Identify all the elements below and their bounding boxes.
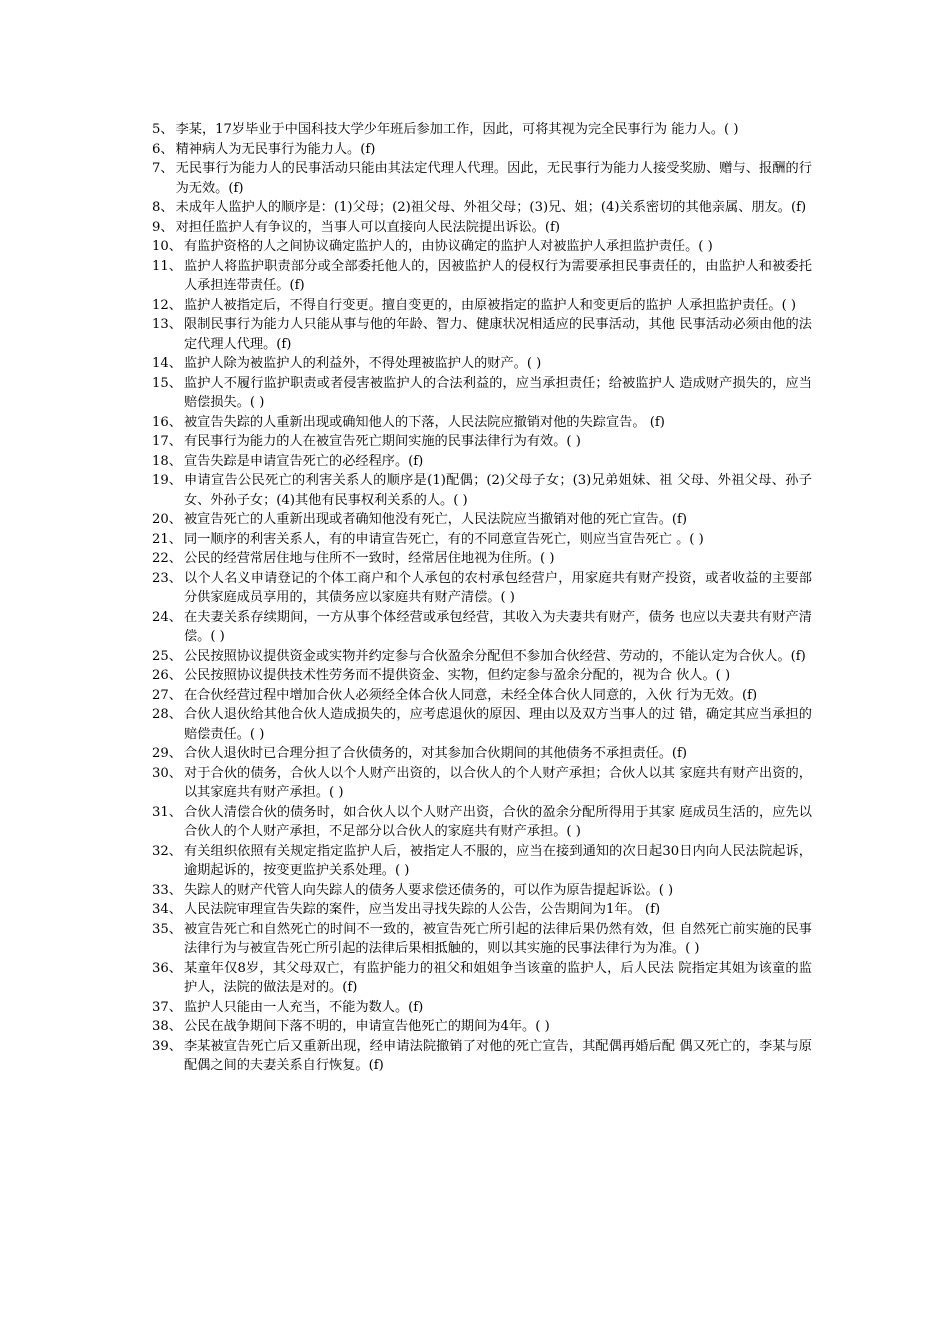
question-item — [152, 900, 812, 920]
question-item — [152, 705, 812, 744]
question-item — [152, 608, 812, 647]
question-text: 在夫妻关系存续期间，一方从事个体经营或承包经营，其收入为夫妻共有财产，债务 也应以夫妻共有财产清偿。( ) — [183, 609, 812, 644]
question-text: 监护人不履行监护职责或者侵害被监护人的合法利益的，应当承担责任；给被监护人 造成财产损失的，应当赔偿损失。( ) — [183, 375, 812, 410]
question-item — [152, 686, 812, 706]
question-number: 34、 — [152, 902, 182, 917]
question-item — [152, 315, 812, 354]
question-number: 23、 — [152, 570, 182, 586]
question-item — [152, 159, 812, 198]
question-number: 36、 — [152, 960, 182, 976]
question-item — [152, 471, 812, 510]
question-number: 6、 — [152, 141, 174, 157]
question-number: 15、 — [152, 375, 182, 391]
question-text: 被宣告死亡的人重新出现或者确知他没有死亡，人民法院应当撤销对他的死亡宣告。(f) — [183, 512, 688, 527]
question-number: 31、 — [152, 804, 182, 820]
question-text: 精神病人为无民事行为能力人。(f) — [175, 141, 376, 157]
question-item — [152, 881, 812, 901]
question-text: 人民法院审理宣告失踪的案件，应当发出寻找失踪的人公告，公告期间为1年。 (f) — [183, 902, 661, 917]
question-item — [152, 1017, 812, 1037]
question-number: 35、 — [152, 921, 182, 937]
question-item — [152, 959, 812, 998]
question-item — [152, 237, 812, 257]
question-number: 26、 — [152, 668, 182, 683]
question-item — [152, 744, 812, 764]
question-text: 有民事行为能力的人在被宣告死亡期间实施的民事法律行为有效。( ) — [183, 434, 581, 449]
question-text: 对担任监护人有争议的，当事人可以直接向人民法院提出诉讼。(f) — [175, 219, 560, 235]
question-number: 33、 — [152, 882, 182, 898]
question-text: 公民的经营常居住地与住所不一致时，经常居住地视为住所。( ) — [183, 551, 555, 566]
question-item — [152, 218, 812, 238]
question-text: 合伙人退伙时已合理分担了合伙债务的，对其参加合伙期间的其他债务不承担责任。(f) — [183, 746, 688, 761]
question-text: 有监护资格的人之间协议确定监护人的，由协议确定的监护人对被监护人承担监护责任。( ) — [183, 239, 713, 254]
question-text: 未成年人监护人的顺序是：(1)父母；(2)祖父母、外祖父母；(3)兄、姐；(4)关系密切的其他亲属、朋友。(f) — [175, 200, 807, 215]
question-number: 39、 — [152, 1038, 182, 1054]
question-text: 监护人将监护职责部分或全部委托他人的，因被监护人的侵权行为需要承担民事责任的，由监护人和被委托人承担连带责任。(f) — [183, 258, 812, 293]
question-text: 申请宣告公民死亡的利害关系人的顺序是(1)配偶；(2)父母子女；(3)兄弟姐妹、祖 父母、外祖父母、孙子女、外孙子女；(4)其他有民事权利关系的人。( ) — [183, 473, 812, 508]
question-item — [152, 257, 812, 296]
question-item — [152, 530, 812, 550]
question-number: 22、 — [152, 551, 182, 566]
question-number: 20、 — [152, 512, 182, 527]
question-text: 被宣告死亡和自然死亡的时间不一致的，被宣告死亡所引起的法律后果仍然有效，但 自然死亡前实施的民事法律行为与被宣告死亡所引起的法律后果相抵触的，则以其实施的民事法律行为为准。( ) — [183, 921, 812, 956]
question-number: 24、 — [152, 609, 182, 625]
question-list — [152, 120, 812, 1076]
question-text: 公民按照协议提供资金或实物并约定参与合伙盈余分配但不参加合伙经营、劳动的，不能认定为合伙人。(f) — [183, 648, 806, 664]
question-item — [152, 666, 812, 686]
question-number: 29、 — [152, 746, 182, 761]
question-item — [152, 198, 812, 218]
question-item — [152, 510, 812, 530]
question-text: 有关组织依照有关规定指定监护人后，被指定人不服的，应当在接到通知的次日起30日内向人民法院起诉，逾期起诉的，按变更监护关系处理。( ) — [183, 843, 812, 878]
question-item — [152, 569, 812, 608]
question-item — [152, 647, 812, 667]
question-text: 监护人被指定后，不得自行变更。擅自变更的，由原被指定的监护人和变更后的监护 人承担监护责任。( ) — [183, 297, 797, 313]
question-number: 5、 — [152, 122, 174, 137]
question-text: 对于合伙的债务，合伙人以个人财产出资的，以合伙人的个人财产承担；合伙人以其 家庭共有财产出资的，以其家庭共有财产承担。( ) — [183, 765, 812, 800]
question-number: 11、 — [152, 258, 182, 274]
question-number: 28、 — [152, 707, 182, 722]
question-item — [152, 452, 812, 472]
question-text: 同一顺序的利害关系人，有的申请宣告死亡，有的不同意宣告死亡，则应当宣告死亡 。( ) — [183, 531, 704, 547]
question-number: 32、 — [152, 843, 182, 859]
question-item — [152, 120, 812, 140]
question-number: 17、 — [152, 434, 182, 449]
question-number: 12、 — [152, 297, 182, 313]
question-item — [152, 374, 812, 413]
question-item — [152, 354, 812, 374]
question-text: 以个人名义申请登记的个体工商户和个人承包的农村承包经营户，用家庭共有财产投资，或者收益的主要部分供家庭成员享用的，其债务应以家庭共有财产清偿。( ) — [183, 570, 812, 605]
question-text: 在合伙经营过程中增加合伙人必须经全体合伙人同意，未经全体合伙人同意的，入伙 行为无效。(f) — [183, 687, 758, 703]
question-number: 9、 — [152, 219, 174, 235]
question-item — [152, 998, 812, 1018]
question-text: 公民按照协议提供技术性劳务而不提供资金、实物，但约定参与盈余分配的，视为合 伙人。( ) — [183, 668, 731, 683]
question-text: 李某被宣告死亡后又重新出现，经申请法院撤销了对他的死亡宣告，其配偶再婚后配 偶又死亡的，李某与原配偶之间的夫妻关系自行恢复。(f) — [183, 1038, 812, 1073]
question-item — [152, 549, 812, 569]
question-item — [152, 803, 812, 842]
question-number: 16、 — [152, 414, 182, 430]
question-number: 38、 — [152, 1019, 182, 1034]
question-number: 27、 — [152, 687, 182, 703]
question-text: 被宣告失踪的人重新出现或确知他人的下落，人民法院应撤销对他的失踪宣告。 (f) — [183, 414, 665, 430]
question-number: 14、 — [152, 356, 182, 371]
question-item — [152, 140, 812, 160]
question-number: 8、 — [152, 200, 174, 215]
question-text: 监护人只能由一人充当，不能为数人。(f) — [183, 999, 424, 1015]
question-number: 37、 — [152, 999, 182, 1015]
question-text: 合伙人退伙给其他合伙人造成损失的，应考虑退伙的原因、理由以及双方当事人的过 错，确定其应当承担的赔偿责任。( ) — [183, 707, 812, 742]
question-text: 公民在战争期间下落不明的，申请宣告他死亡的期间为4年。( ) — [183, 1019, 550, 1034]
question-text: 监护人除为被监护人的利益外，不得处理被监护人的财产。( ) — [183, 356, 542, 371]
question-item — [152, 296, 812, 316]
question-number: 7、 — [152, 161, 174, 176]
question-number: 19、 — [152, 473, 182, 488]
question-item — [152, 920, 812, 959]
question-number: 30、 — [152, 765, 182, 781]
question-text: 合伙人清偿合伙的债务时，如合伙人以个人财产出资，合伙的盈余分配所得用于其家 庭成员生活的，应先以合伙人的个人财产承担，不足部分以合伙人的家庭共有财产承担。( ) — [183, 804, 812, 839]
question-item — [152, 413, 812, 433]
question-item — [152, 842, 812, 881]
question-text: 宣告失踪是申请宣告死亡的必经程序。(f) — [183, 453, 424, 469]
question-text: 失踪人的财产代管人向失踪人的债务人要求偿还债务的，可以作为原告提起诉讼。( ) — [183, 882, 674, 898]
question-number: 18、 — [152, 453, 182, 469]
question-item — [152, 432, 812, 452]
question-number: 10、 — [152, 239, 182, 254]
question-text: 无民事行为能力人的民事活动只能由其法定代理人代理。因此，无民事行为能力人接受奖励、赠与、报酬的行为无效。(f) — [175, 161, 812, 196]
question-text: 某童年仅8岁，其父母双亡，有监护能力的祖父和姐姐争当该童的监护人，后人民法 院指定其姐为该童的监护人，法院的做法是对的。(f) — [183, 960, 812, 995]
question-text: 限制民事行为能力人只能从事与他的年龄、智力、健康状况相适应的民事活动，其他 民事活动必须由他的法定代理人代理。(f) — [183, 317, 812, 352]
question-number: 21、 — [152, 531, 182, 547]
question-item — [152, 1037, 812, 1076]
question-item — [152, 764, 812, 803]
question-text: 李某，17岁毕业于中国科技大学少年班后参加工作，因此，可将其视为完全民事行为 能力人。( ) — [175, 122, 739, 137]
question-number: 13、 — [152, 317, 182, 332]
question-number: 25、 — [152, 648, 182, 664]
